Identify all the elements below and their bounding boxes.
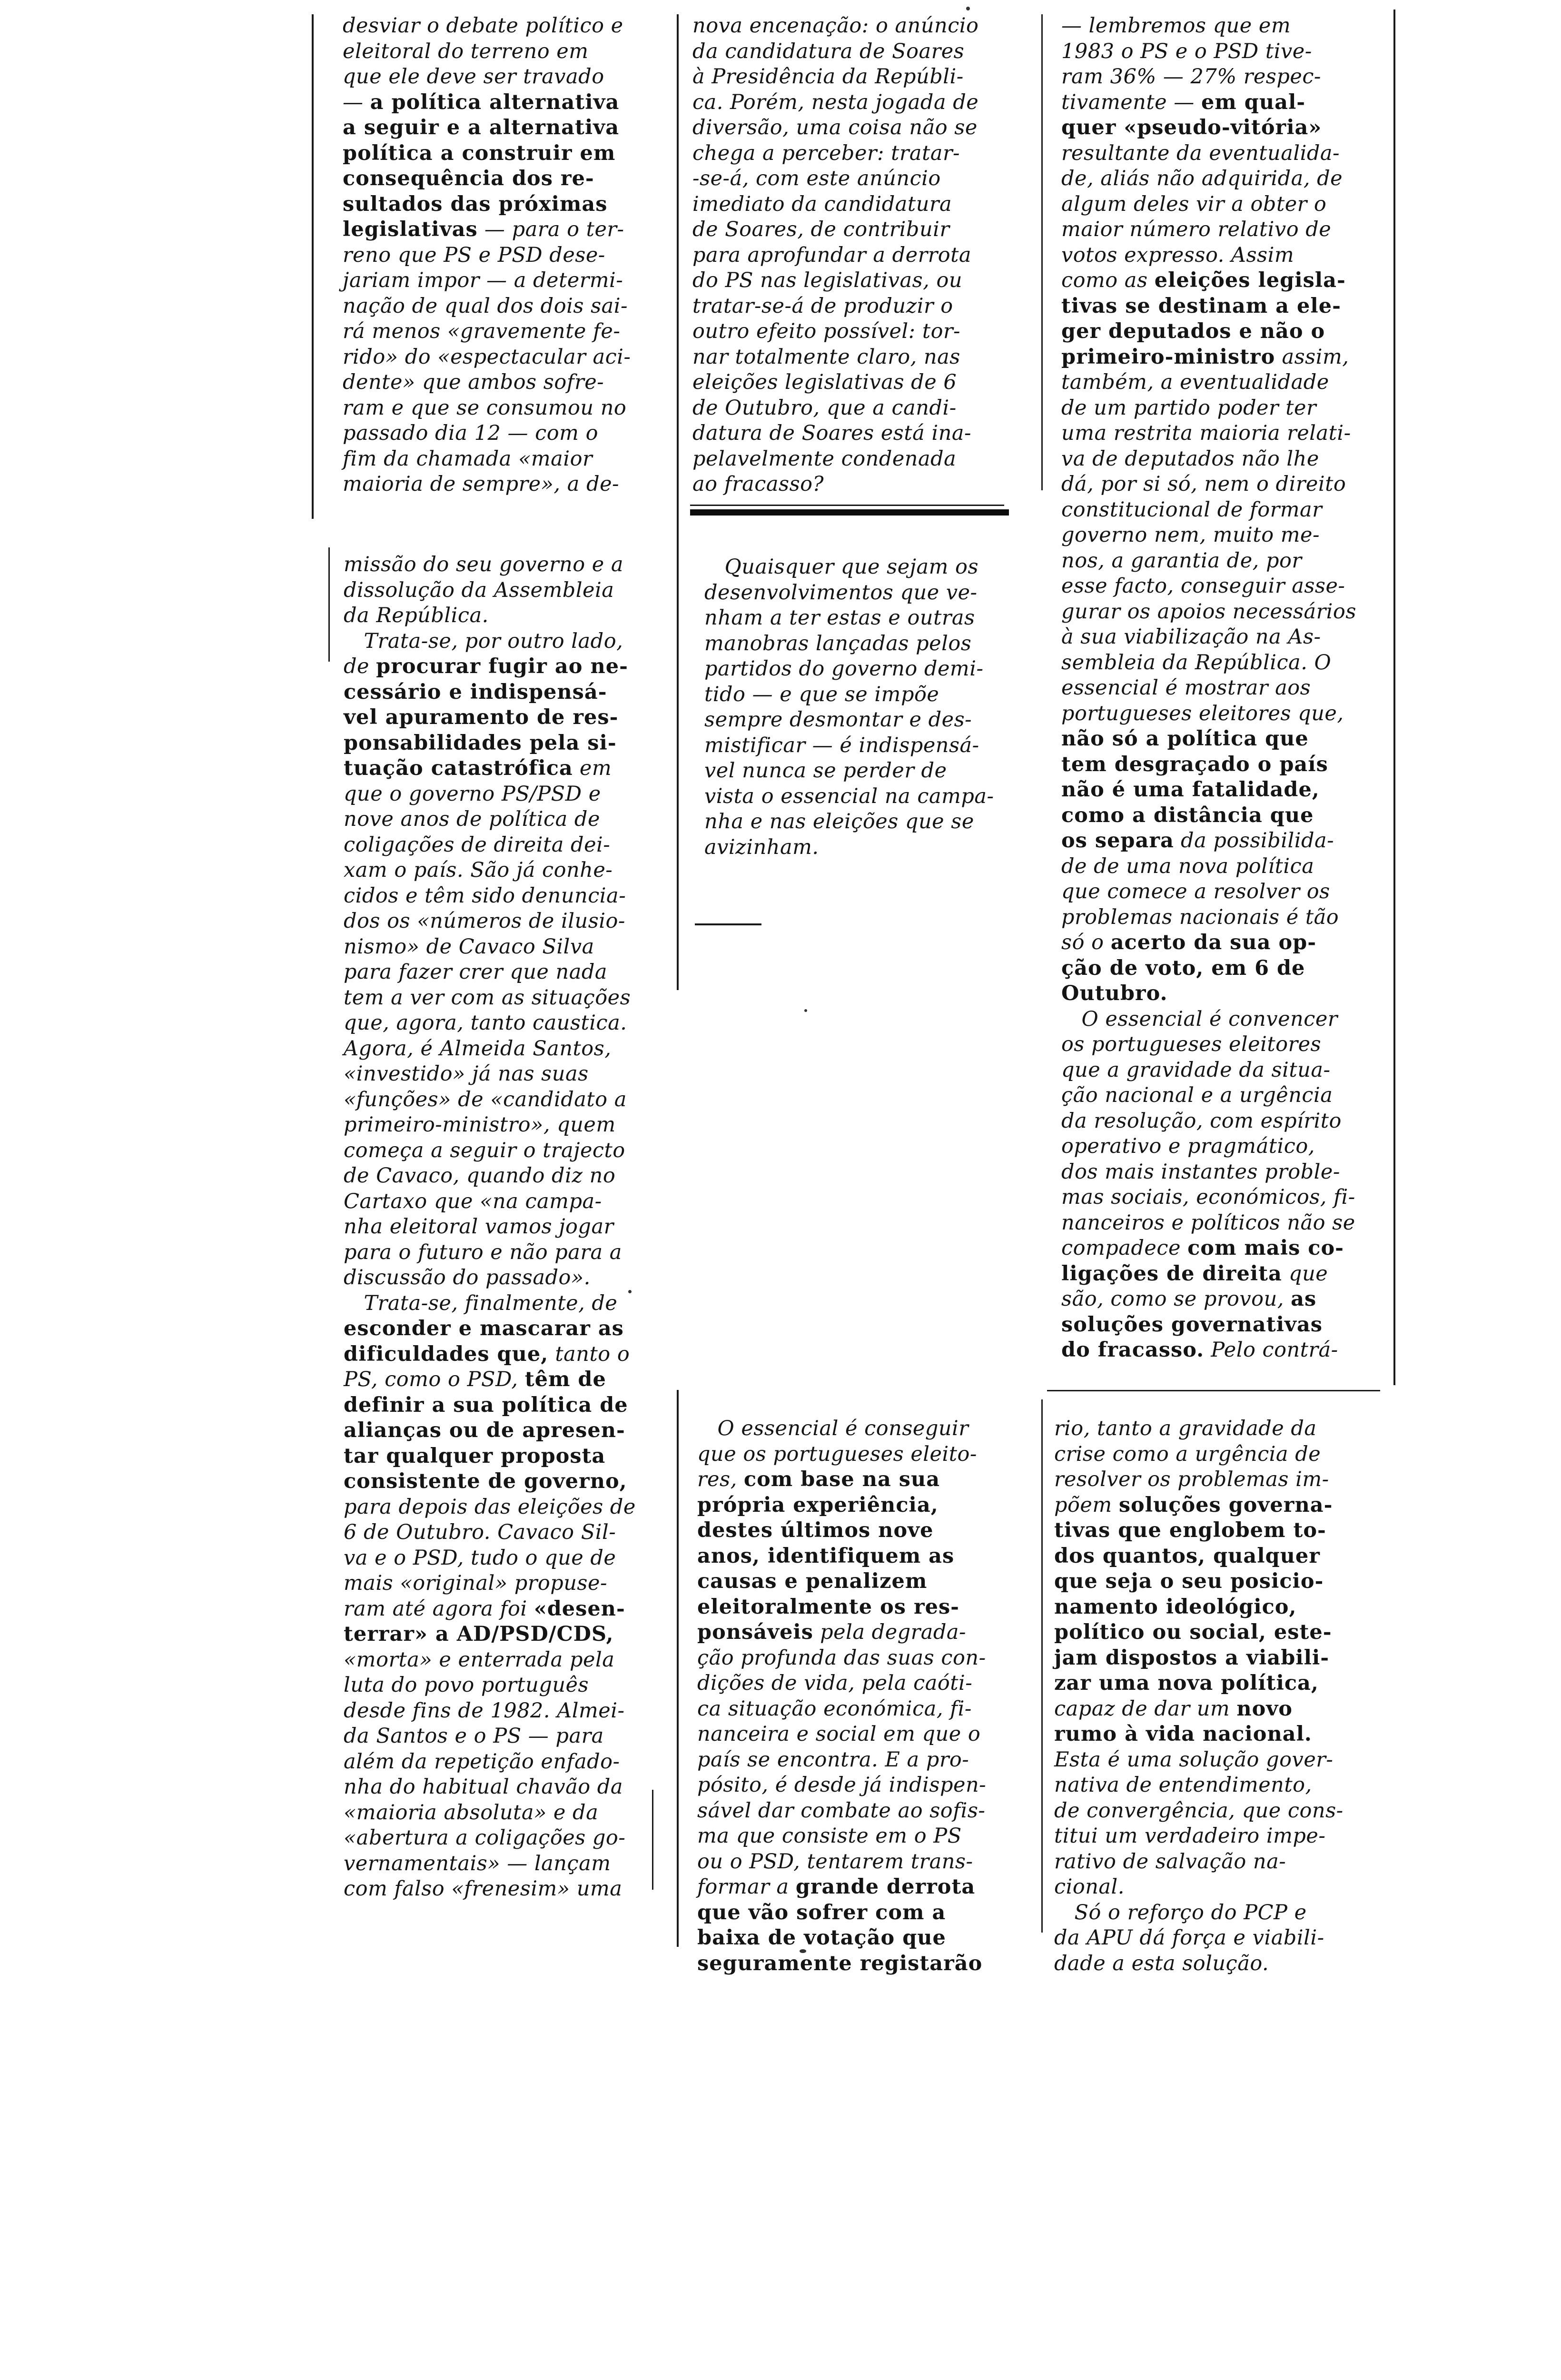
column-text-block: desviar o debate político e eleitoral do terreno em que ele deve ser travado — a política alternativa a seguir e a alternativa política a construir em consequência dos re- sultados das próximas legislativas — para o ter- reno que PS e PSD dese- jariam impor — a determi- nação de qual dos dois sai- rá menos «gravemente fe- rido» do «espectacular aci- dente» que ambos sofre- ram e que se consumou no passado dia 12 — com o fim da chamada «maior maioria de sempre», a de-: [343, 14, 631, 496]
column-text-block: missão do seu governo e a dissolução da Assembleia da República. Trata-se, por outro lado, de procurar fugir ao ne- cessário e indispensá- vel apuramento de res- ponsabilidades pela si- tuação catastrófica em que o governo PS/PSD e nove anos de política de coligações de direita dei- xam o país. São já conhe- cidos e têm sido denuncia- dos os «números de ilusio- nismo» de Cavaco Silva para fazer crer que nada tem a ver com as situações que, agora, tanto caustica. Agora, é Almeida Santos, «investido» já nas suas «funções» de «candidato a primeiro-ministro», quem começa a seguir o trajecto de Cavaco, quando diz no Cartaxo que «na campa- nha eleitoral vamos jogar para o futuro e não para a discussão do passado». Trata-se, finalmente, de esconder e mascarar as dificuldades que, tanto o PS, como o PSD, têm de definir a sua política de alianças ou de apresen- tar qualquer proposta consistente de governo, para depois das eleições de 6 de Outubro. Cavaco Sil- va e o PSD, tudo o que de mais «original» propuse- ram até agora foi «desen- terrar» a AD/PSD/CDS, «morta» e enterrada pela luta do povo português desde fins de 1982. Almei- da Santos e o PS — para além da repetição enfado- nha do habitual chavão da «maioria absoluta» e da «abertura a coligações go- vernamentais» — lançam com falso «frenesim» uma: [344, 553, 636, 1901]
column-text-block: O essencial é conseguir que os portugueses eleito- res, com base na sua própria experiência, destes últimos nove anos, identifiquem as causas e penalizem eleitoralmente os res- ponsáveis pela degrada- ção profunda das suas con- dições de vida, pela caóti- ca situação económica, fi- nanceira e social em que o país se encontra. E a pro- pósito, é desde já indispen- sável dar combate ao sofis- ma que consiste em o PS ou o PSD, tentarem trans- formar a grande derrota que vão sofrer com a baixa de votação que seguramente registarão: [697, 1417, 987, 1975]
column-rule: [1041, 14, 1043, 490]
scan-speck: [966, 7, 970, 10]
column-rule: [677, 1390, 679, 1947]
column-text-block: — lembremos que em 1983 o PS e o PSD tive- ram 36% — 27% respec- tivamente — em qual- quer «pseudo-vitória» resultante da eventualida- de, aliás não adquirida, de algum deles vir a obter o maior número relativo de votos expresso. Assim como as eleições legisla- tivas se destinam a ele- ger deputados e não o primeiro-ministro assim, também, a eventualidade de um partido poder ter uma restrita maioria relati- va de deputados não lhe dá, por si só, nem o direito constitucional de formar governo nem, muito me- nos, a garantia de, por esse facto, conseguir asse- gurar os apoios necessários à sua viabilização na As- sembleia da República. O essencial é mostrar aos portugueses eleitores que, não só a política que tem desgraçado o país não é uma fatalidade, como a distância que os separa da possibilida- de de uma nova política que comece a resolver os problemas nacionais é tão só o acerto da sua op- ção de voto, em 6 de Outubro. O essencial é convencer os portugueses eleitores que a gravidade da situa- ção nacional e a urgência da resolução, com espírito operativo e pragmático, dos mais instantes proble- mas sociais, económicos, fi- nanceiros e políticos não se compadece com mais co- ligações de direita que são, como se provou, as soluções governativas do fracasso. Pelo contrá-: [1061, 14, 1356, 1362]
column-text-block: nova encenação: o anúncio da candidatura de Soares à Presidência da Repúbli- ca. Porém, nesta jogada de diversão, uma coisa não se chega a perceber: tratar- -se-á, com este anúncio imediato da candidatura de Soares, de contribuir para aprofundar a derrota do PS nas legislativas, ou tratar-se-á de produzir o outro efeito possível: tor- nar totalmente claro, nas eleições legislativas de 6 de Outubro, que a candi- datura de Soares está ina- pelavelmente condenada ao fracasso?: [692, 14, 979, 496]
section-divider: [690, 509, 1009, 516]
column-text-block: Quaisquer que sejam os desenvolvimentos que ve- nham a ter estas e outras manobras lançadas pelos partidos do governo demi- tido — e que se impõe sempre desmontar e des- mistificar — é indispensá- vel nunca se perder de vista o essencial na campa- nha e nas eleições que se avizinham.: [704, 555, 994, 859]
section-divider: [690, 505, 1004, 506]
section-divider: [1047, 1390, 1380, 1391]
column-rule: [328, 547, 330, 662]
column-rule: [312, 14, 314, 519]
scan-speck: [804, 1009, 807, 1012]
column-rule: [1041, 1399, 1043, 1933]
section-divider: [695, 923, 761, 925]
column-rule: [677, 14, 679, 990]
column-rule: [1393, 10, 1395, 1385]
column-text-block: rio, tanto a gravidade da crise como a urgência de resolver os problemas im- põem soluções governa- tivas que englobem to- dos quantos, qualquer que seja o seu posicio- namento ideológico, político ou social, este- jam dispostos a viabili- zar uma nova política, capaz de dar um novo rumo à vida nacional. Esta é uma solução gover- nativa de entendimento, de convergência, que cons- titui um verdadeiro impe- rativo de salvação na- cional. Só o reforço do PCP e da APU dá força e viabili- dade a esta solução.: [1054, 1417, 1344, 1975]
